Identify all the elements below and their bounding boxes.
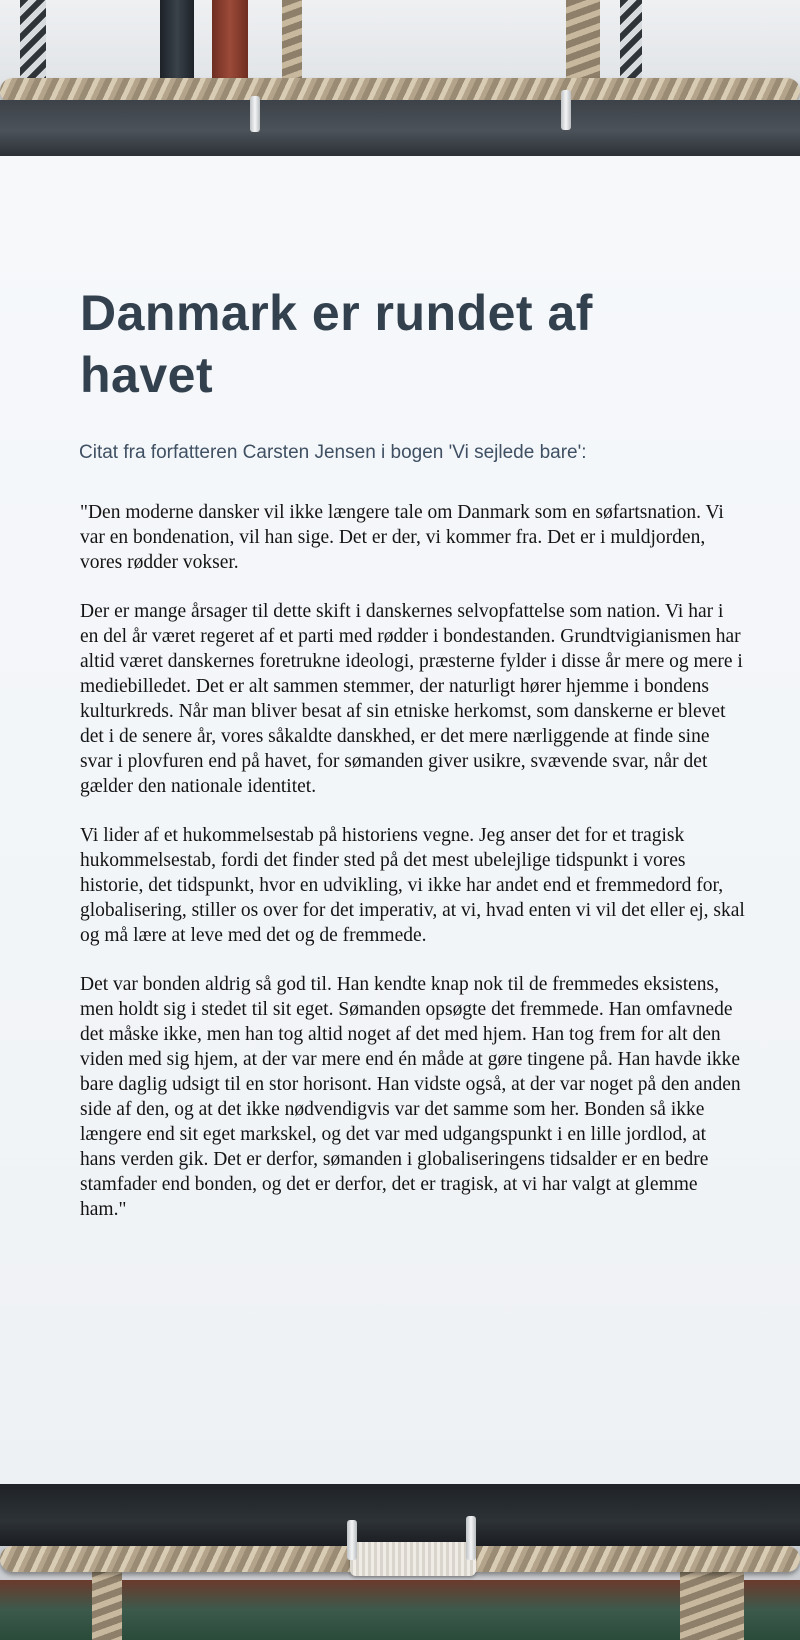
sign-frame-bottom xyxy=(0,1484,800,1546)
sign-frame-top xyxy=(0,100,800,156)
rigging-line xyxy=(566,0,600,90)
mast xyxy=(160,0,194,90)
sign-clip xyxy=(347,1520,357,1560)
quote-paragraph: Vi lider af et hukommelsestab på historiens vegne. Jeg anser det for et tragisk hukommelsestab, fordi det finder sted på det mest ubelejlige tidspunkt i vores historie, det tidspunkt, hvor en udvikling, vi ikke har andet end et fremmedord for, globalisering, stiller os over for det imperativ, at vi, hvad enten vi vil det eller ej, skal og må lære at leve med det og de fremmede. xyxy=(80,825,745,946)
quote-text xyxy=(80,500,745,1246)
sign-clip xyxy=(250,96,260,132)
sign-title: Danmark er rundet af havet xyxy=(80,285,593,403)
mast xyxy=(212,0,248,90)
quote-paragraph: Det var bonden aldrig så god til. Han kendte knap nok til de fremmedes eksistens, men holdt sig i stedet til sit eget. Sømanden opsøgte det fremmede. Han omfavnede det måske ikke, men han tog altid noget af det med hjem. Han tog frem for alt den viden med sig hjem, at der var mere end én måde at gøre tingene på. Han havde ikke bare daglig udsigt til en stor horisont. Han vidste også, at der var noget på den anden side af den, og at det ikke nødvendigvis var det samme som her. Bonden så ikke længere end sit eget markskel, og det var med udgangspunkt i en lille jordlod, at hans verden gik. Det er derfor, sømanden i globaliseringens tidsalder er en bedre stamfader end bonden, og det er derfor, det er tragisk, at vi har valgt at glemme ham." xyxy=(80,974,741,1220)
rigging-line xyxy=(620,0,642,90)
quote-paragraph: Der er mange årsager til dette skift i danskernes selvopfattelse som nation. Vi har i en del år været regeret af et parti med rødder i bondestanden. Grundtvigianismen har altid været danskernes foretrukne ideologi, præsterne fylder i disse år mere og mere i mediebilledet. Det er alt sammen stemmer, der naturligt hører hjemme i bondens kulturkreds. Når man bliver besat af sin etniske herkomst, som danskerne er blevet det i de senere år, vores såkaldte danskhed, er det mere nærliggende at finde sine svar i plovfuren end på havet, for sømanden giver usikre, svævende svar, når det gælder den nationale identitet. xyxy=(80,601,743,797)
rigging-line xyxy=(20,0,46,90)
quote-paragraph: "Den moderne dansker vil ikke længere tale om Danmark som en søfartsnation. Vi var en bondenation, vil han sige. Det er der, vi kommer fra. Det er i muldjorden, vores rødder vokser. xyxy=(80,502,724,573)
sign-clip xyxy=(466,1516,476,1560)
post xyxy=(92,1570,122,1640)
post xyxy=(680,1570,744,1640)
sign-clip xyxy=(561,90,571,130)
rope-binding xyxy=(350,1542,476,1576)
rigging-line xyxy=(282,0,302,90)
sign-subtitle: Citat fra forfatteren Carsten Jensen i bogen 'Vi sejlede bare': xyxy=(79,442,587,463)
